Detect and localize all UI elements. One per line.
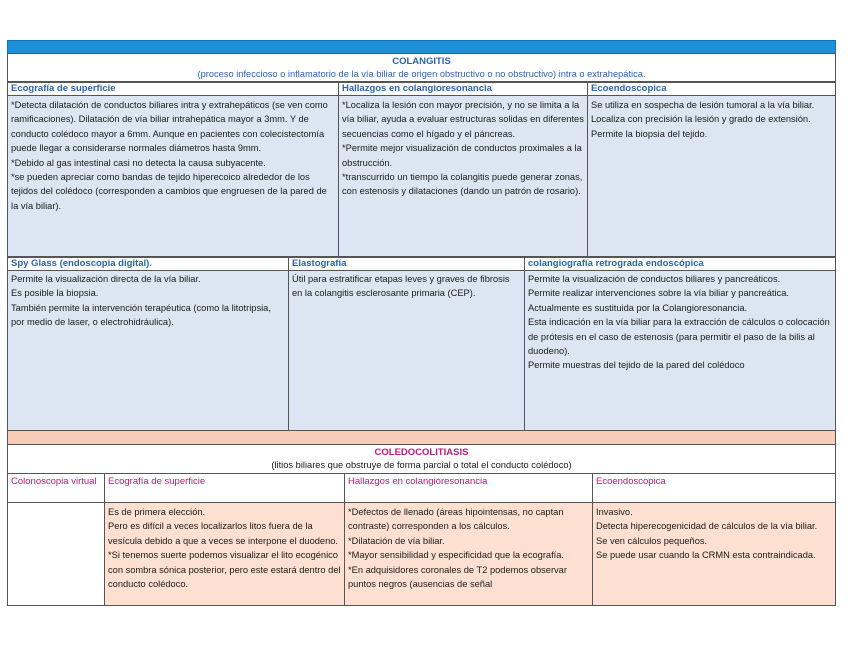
coledocolitiasis-title-block [7,444,836,474]
colangitis-row1-cell-3 [587,95,836,257]
coledoco-header-2 [104,473,345,503]
cpre-text: Permite la visualización de conductos biliares y pancreáticos. Permite realizar intervenciones sobre la vía biliar y pancreática. Actualmente es sustituida por la Colangioresonancia. Esta indicación en la vía biliar para la extracción de cálculos o colocación de prótesis en el caso de estenosis (para permitir el paso de la bilis al duodeno). Permite muestras del tejido de la pared del colédoco [528,274,830,371]
colangitis-title: COLANGITIS [392,56,451,67]
coledocolitiasis-subtitle: (litios biliares que obstruye de forma parcial o total el conducto colédoco) [271,460,572,470]
header-cpre: colangiografía retrograda endoscópica [528,258,704,269]
coledoco-cell-3 [344,502,593,606]
coledoco-header-3 [344,473,593,503]
coledoco-cell-4 [592,502,836,606]
ecografia-superficie-2-text: Es de primera elección. Pero es difícil a veces localizarlos litos fuera de la vesícula debido a que a veces se interpone el duodeno. *Si tenemos suerte podemos visualizar el lito ecogénico con sombra sónica posterior, pero este estará dentro del conducto colédoco. [108,507,341,590]
colangitis-top-bar [7,40,836,54]
ecografia-superficie-text: *Detecta dilatación de conductos biliares intra y extrahepáticos (se ven como ramificaciones). Dilatación de vía biliar intrahepática mayor a 3mm. Y de conducto colédoco mayor a 6mm. Aunque en pacientes con colecistectomía puede llegar a considerarse normales diámetros hasta 9mm. *Debido al gas intestinal casi no detecta la causa subyacente. *se pueden apreciar como bandas de tejido hiperecoico alrededor de los tejidos del colédoco (corresponden a cambios que engruesen de la pared de la vía biliar). [11,100,328,211]
coledocolitiasis-title: COLEDOCOLITIASIS [374,447,469,458]
colangitis-row2-cell-3 [524,270,836,431]
colangitis-row2-header-3 [524,257,836,271]
colangitis-title-block [7,53,836,82]
colangioresonancia-2-text: *Defectos de llenado (áreas hipointensas, no captan contraste) corresponden a los cálculos. *Dilatación de vía biliar. *Mayor sensibilidad y especificidad que la ecografía. *En adquisidores coronales de T2 podemos observar puntos negros (ausencias de señal [348,507,567,590]
ecoendoscopica-2-text: Invasivo. Detecta hiperecogenicidad de cálculos de la vía biliar. Se ven cálculos pequeños. Se puede usar cuando la CRMN esta contraindicada. [596,507,818,561]
coledoco-cell-1 [7,502,105,606]
colangitis-row1-header-2 [338,82,588,96]
coledoco-header-1 [7,473,105,503]
header-colangioresonancia-2: Hallazgos en colangioresonancia [348,476,488,487]
header-ecografia-superficie: Ecografía de superficie [11,83,116,94]
colangitis-subtitle: (proceso infeccioso o inflamatorio de la vía biliar de origen obstructivo o no obstructivo) intra o extrahepática. [197,69,646,79]
ecoendoscopica-text: Se utiliza en sospecha de lesión tumoral a la vía biliar. Localiza con precisión la lesión y grado de extensión. Permite la biopsia del tejido. [591,100,815,139]
coledoco-header-4 [592,473,836,503]
header-spy-glass: Spy Glass (endoscopia digital). [11,258,152,269]
colangioresonancia-text: *Localiza la lesión con mayor precisión, y no se limita a la vía biliar, ayuda a evaluar estructuras solidas en diferentes secuencias como el hígado y el páncreas. *Permite mejor visualización de conductos proximales a la obstrucción. *transcurrido un tiempo la colangitis puede generar zonas, con estenosis y dilataciones (dando un patrón de rosario). [342,100,584,197]
colangitis-row2-header-1 [7,257,289,271]
header-ecoendoscopica: Ecoendoscopica [591,83,667,94]
header-elastografia: Elastografía [292,258,347,269]
colangitis-row1-header-3 [587,82,836,96]
elastografia-text: Útil para estratificar etapas leves y graves de fibrosis en la colangitis esclerosante primaria (CEP). [292,274,510,299]
colangitis-row2-header-2 [288,257,525,271]
colangitis-row1-cell-2 [338,95,588,257]
colangitis-row1-header-1 [7,82,339,96]
header-colangioresonancia: Hallazgos en colangioresonancia [342,83,492,94]
colangitis-row2-cell-2 [288,270,525,431]
colangitis-row2-cell-1 [7,270,289,431]
coledocolitiasis-top-bar [7,430,836,445]
coledoco-cell-2 [104,502,345,606]
spy-glass-text: Permite la visualización directa de la vía biliar. Es posible la biopsia. También permite la intervención terapéutica (como la litotripsia, por medio de laser, o electrohidráulica). [11,274,271,328]
header-ecoendoscopica-2: Ecoendoscopica [596,476,666,487]
colangitis-row1-cell-1 [7,95,339,257]
header-ecografia-superficie-2: Ecografía de superficie [108,476,206,487]
header-colonoscopia-virtual: Colonoscopia virtual [11,476,97,487]
